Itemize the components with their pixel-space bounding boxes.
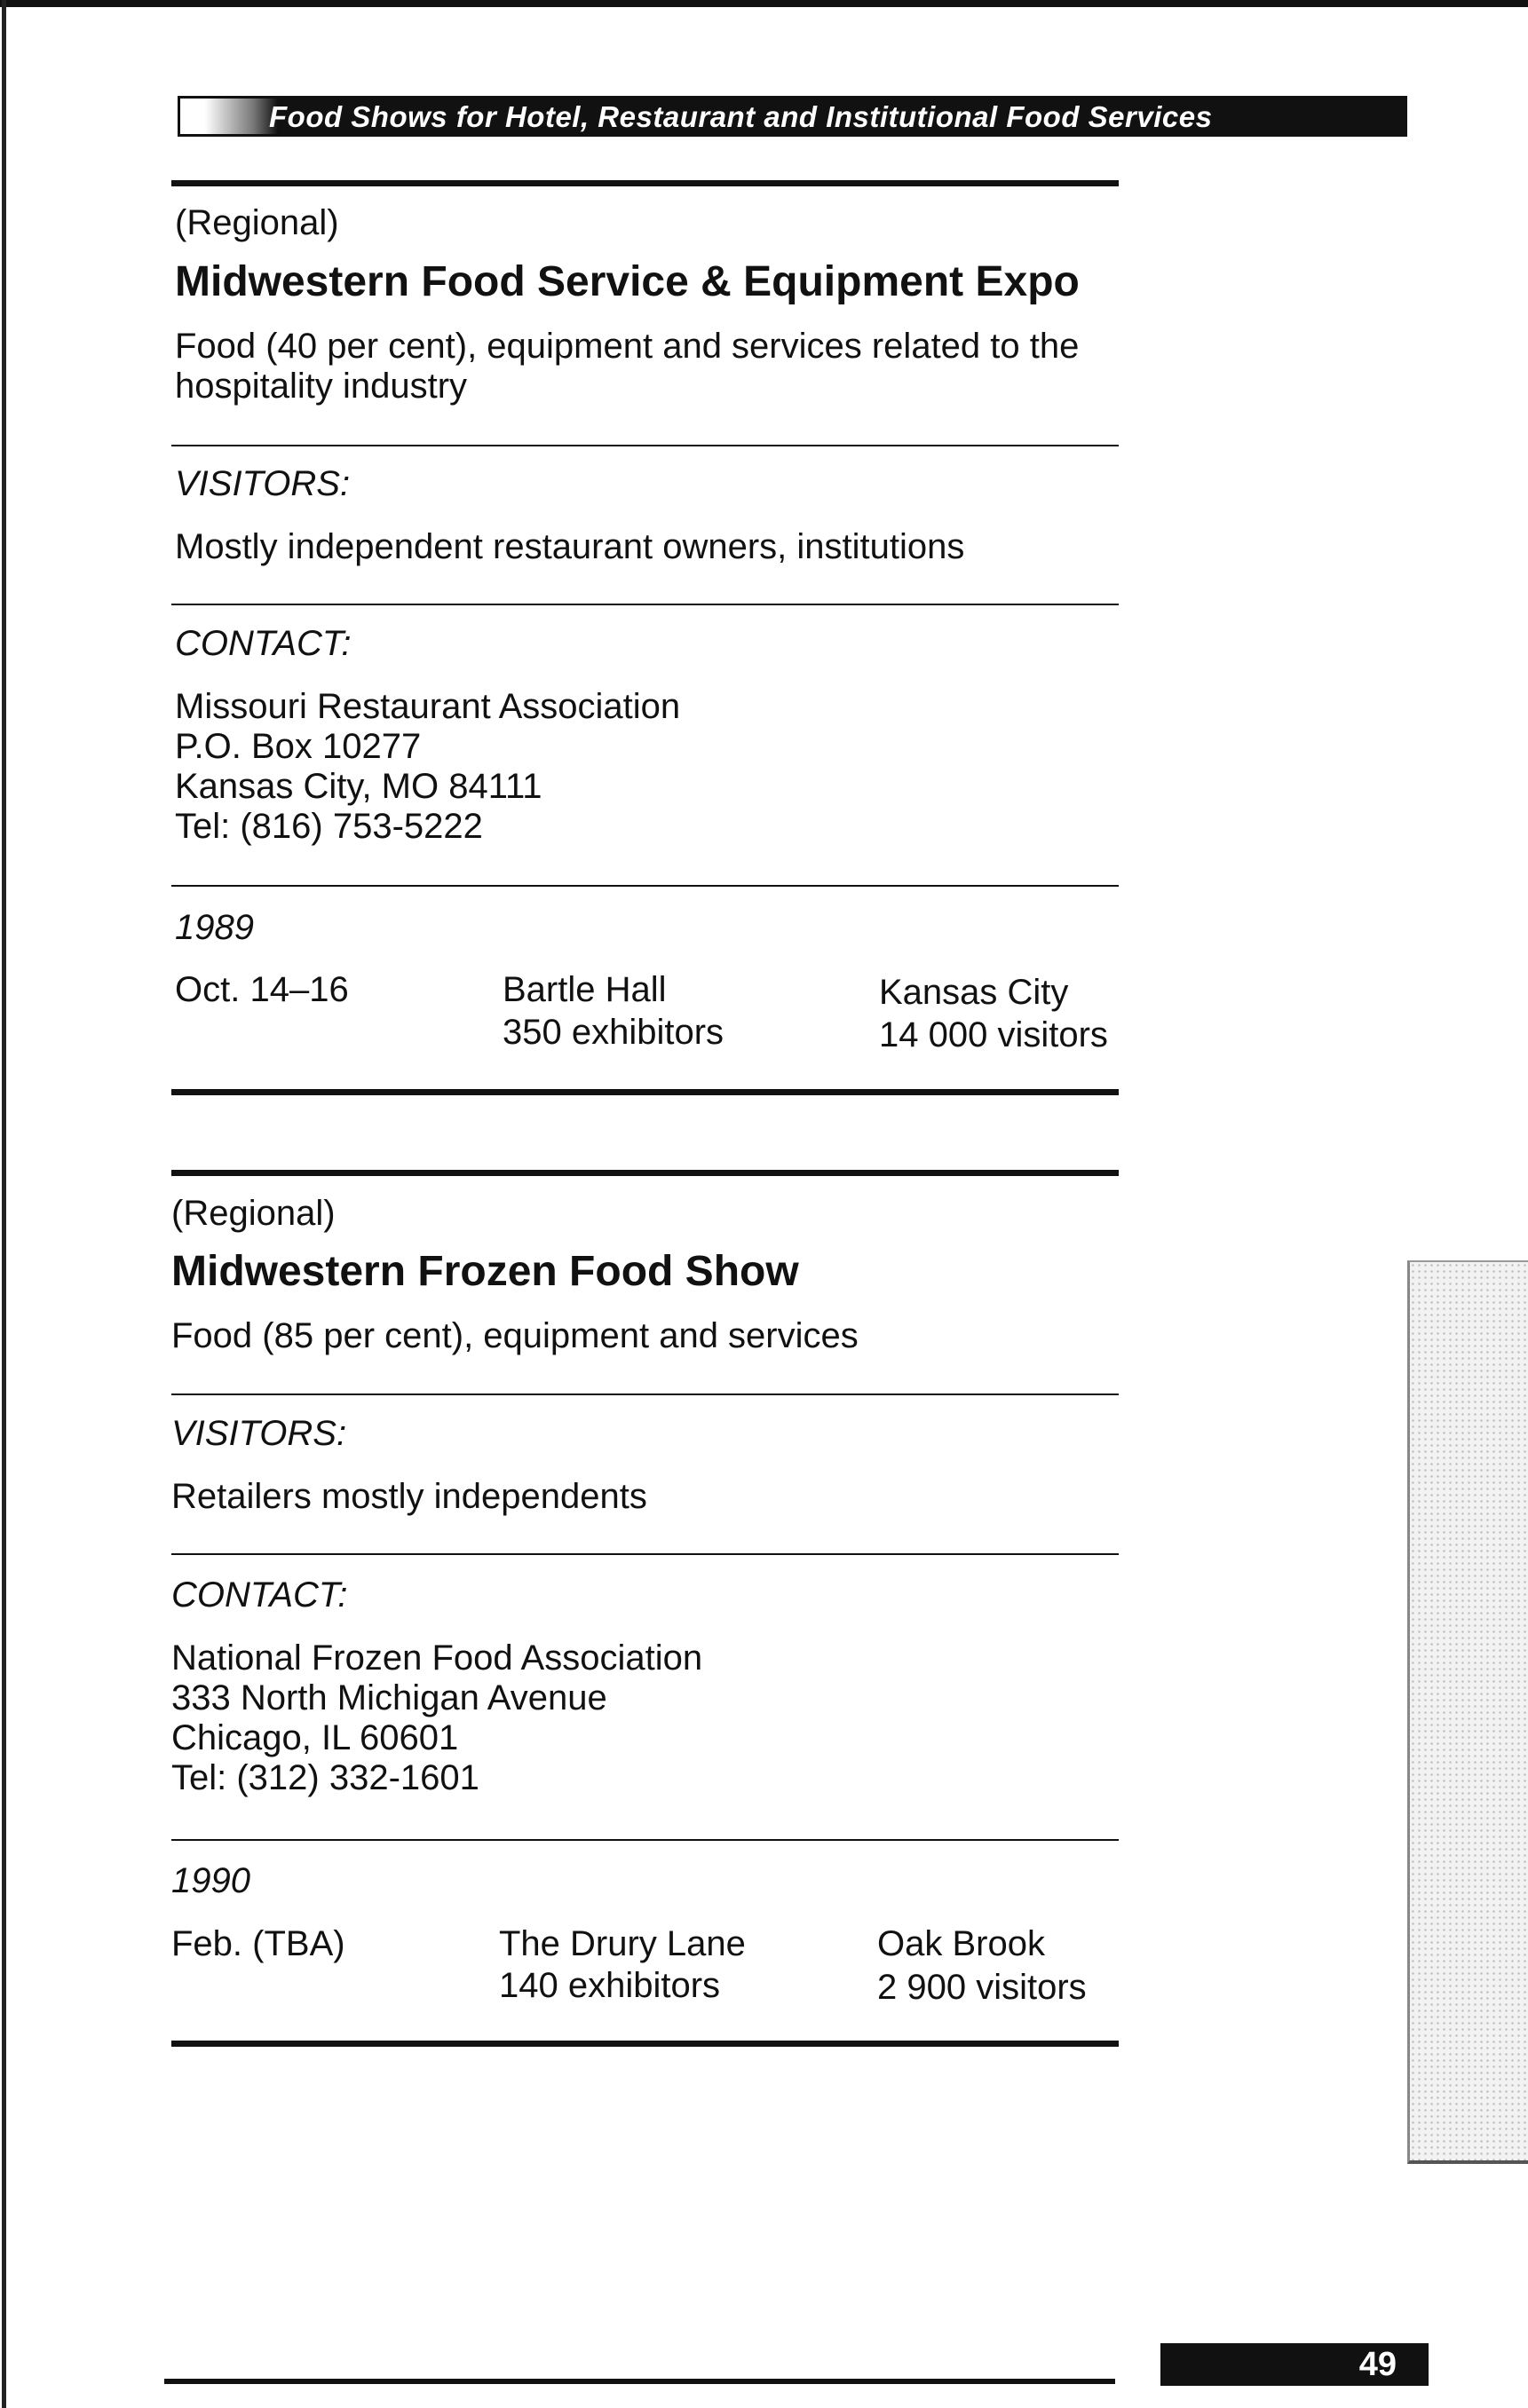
divider: [171, 1393, 1119, 1395]
section-rule: [171, 1170, 1119, 1176]
contact-line: Chicago, IL 60601: [171, 1718, 459, 1757]
contact-line: National Frozen Food Association: [171, 1638, 703, 1678]
page-edge-top: [0, 0, 1528, 7]
divider: [171, 445, 1119, 446]
visitors-text: Mostly independent restaurant owners, institutions: [175, 527, 965, 566]
running-header-title: Food Shows for Hotel, Restaurant and Institutional Food Services: [269, 100, 1213, 133]
header-fade: [180, 99, 278, 134]
visitors-text: Retailers mostly independents: [171, 1477, 647, 1516]
show-city: Oak Brook: [877, 1924, 1045, 1963]
contact-label: CONTACT:: [175, 624, 352, 663]
show-dates: Oct. 14–16: [175, 970, 349, 1009]
show-visitor-count: 14 000 visitors: [879, 1015, 1108, 1054]
contact-line: P.O. Box 10277: [175, 727, 422, 766]
thumb-tab: [1407, 1260, 1528, 2164]
show-exhibitors: 350 exhibitors: [503, 1013, 724, 1052]
contact-label: CONTACT:: [171, 1575, 348, 1615]
show-description-line: hospitality industry: [175, 367, 468, 406]
contact-line: Kansas City, MO 84111: [175, 767, 542, 806]
visitors-label: VISITORS:: [175, 464, 351, 503]
page-number: 49: [1160, 2343, 1429, 2386]
contact-line: Missouri Restaurant Association: [175, 687, 681, 726]
section-rule: [171, 2041, 1119, 2047]
show-exhibitors: 140 exhibitors: [499, 1966, 721, 2005]
show-title: Midwestern Food Service & Equipment Expo: [175, 258, 1080, 305]
show-venue: The Drury Lane: [499, 1924, 746, 1963]
contact-line: Tel: (816) 753-5222: [175, 807, 483, 846]
show-scope: (Regional): [175, 203, 339, 242]
show-title: Midwestern Frozen Food Show: [171, 1248, 799, 1295]
show-venue: Bartle Hall: [503, 970, 667, 1009]
footer-rule: [164, 2379, 1115, 2384]
divider: [171, 1839, 1119, 1841]
divider: [171, 604, 1119, 605]
contact-line: 333 North Michigan Avenue: [171, 1678, 607, 1717]
show-year: 1990: [171, 1861, 250, 1900]
show-dates: Feb. (TBA): [171, 1924, 345, 1963]
divider: [171, 1553, 1119, 1555]
show-city: Kansas City: [879, 973, 1069, 1012]
show-scope: (Regional): [171, 1194, 336, 1233]
show-year: 1989: [175, 908, 254, 947]
section-rule: [171, 1089, 1119, 1095]
visitors-label: VISITORS:: [171, 1414, 347, 1453]
show-description-line: Food (40 per cent), equipment and services related to the: [175, 327, 1080, 366]
show-description-line: Food (85 per cent), equipment and services: [171, 1316, 859, 1355]
divider: [171, 885, 1119, 887]
contact-line: Tel: (312) 332-1601: [171, 1758, 479, 1797]
section-rule: [171, 180, 1119, 186]
show-visitor-count: 2 900 visitors: [877, 1968, 1087, 2007]
page-edge-left: [2, 0, 6, 2408]
running-header: [178, 96, 1407, 137]
